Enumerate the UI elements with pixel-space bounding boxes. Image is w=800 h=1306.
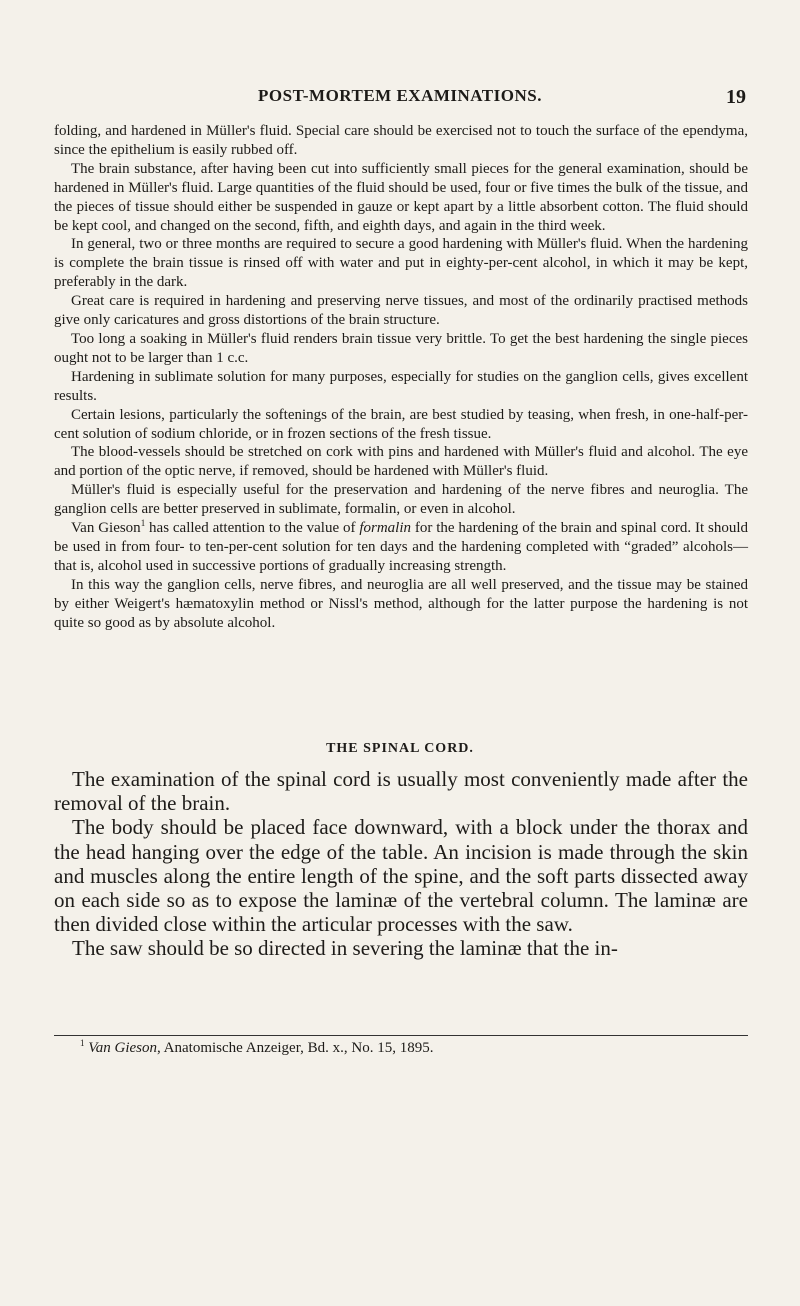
paragraph-sublimate: Hardening in sublimate solution for many purposes, especially for studies on the ganglion cells, gives excellent results.	[54, 368, 748, 404]
paragraph-nerve-fibres: Müller's fluid is especially useful for the preservation and hardening of the nerve fibres and neuroglia. The ganglion cells are better preserved in sublimate, formalin, or even in alcohol.	[54, 482, 748, 518]
paragraph-examination: The examination of the spinal cord is usually most conveniently made after the removal of the brain.	[54, 767, 748, 816]
paragraph-hardening-time: In general, two or three months are required to secure a good hardening with Müller's fluid. When the hardening is complete the brain tissue is rinsed off with water and put in eighty-per-cent alcohol, in which it may be kept, preferably in the dark.	[54, 236, 748, 291]
main-text-large	[54, 767, 748, 961]
footnote-author: Van Gieson	[88, 1040, 157, 1056]
paragraph-lesions: Certain lesions, particularly the softenings of the brain, are best studied by teasing, when fresh, in one-half-per-cent solution of sodium chloride, or in frozen sections of the fresh tissue.	[54, 406, 748, 442]
paragraph-saw: The saw should be so directed in severing the laminæ that the in-	[72, 936, 618, 961]
paragraph-body-placement: The body should be placed face downward, with a block under the thorax and the head hanging over the edge of the table. An incision is made through the skin and muscles along the entire length of the spine, and the soft parts dissected away on each side so as to expose the laminæ of the vertebral column. The laminæ are then divided close within the articular processes with the saw.	[54, 815, 748, 937]
main-text-small	[54, 122, 748, 632]
formalin-text-before: has called attention to the value of	[145, 520, 360, 537]
paragraph-nerve-tissues: Great care is required in hardening and preserving nerve tissues, and most of the ordinarily practised methods give only caricatures and gross distortions of the brain structure.	[54, 293, 748, 329]
footnote-reference[interactable]: 1	[140, 518, 146, 529]
formalin-term: formalin	[359, 520, 412, 537]
paragraph-staining: In this way the ganglion cells, nerve fibres, and neuroglia are all well preserved, and the tissue may be stained by either Weigert's hæmatoxylin method or Nissl's method, although for the latter purpose the hardening is not quite so good as by absolute alcohol.	[54, 576, 748, 631]
paragraph-continuation: folding, and hardened in Müller's fluid. Special care should be exercised not to touch the surface of the ependyma, since the epithelium is easily rubbed off.	[54, 123, 748, 158]
running-head: POST-MORTEM EXAMINATIONS.	[258, 86, 542, 105]
page-header	[0, 86, 800, 110]
formalin-text-after: for the hardening of the brain and spinal cord. It should be used in from four- to ten-per-cent solution for ten days and the hardening completed with “graded” alcohols—that is, alcohol used in successive portions of gradually increasing strength.	[54, 520, 748, 574]
author-name: Van Gieson	[71, 520, 141, 537]
footnote-divider	[54, 1035, 748, 1036]
footnote-mark: 1	[80, 1038, 85, 1048]
page-number: 19	[726, 86, 746, 108]
paragraph-soaking: Too long a soaking in Müller's fluid renders brain tissue very brittle. To get the best hardening the single pieces ought not to be larger than 1 c.c.	[54, 330, 748, 366]
footnote	[80, 1039, 740, 1057]
footnote-citation: , Anatomische Anzeiger, Bd. x., No. 15, 1895.	[157, 1040, 434, 1056]
paragraph-blood-vessels: The blood-vessels should be stretched on cork with pins and hardened with Müller's fluid and alcohol. The eye and portion of the optic nerve, if removed, should be hardened with Müller's fluid.	[54, 444, 748, 480]
paragraph-formalin	[54, 519, 748, 576]
paragraph-brain-substance: The brain substance, after having been cut into sufficiently small pieces for the general examination, should be hardened in Müller's fluid. Large quantities of the fluid should be used, four or five times the bulk of the tissue, and the pieces of tissue should either be suspended in gauze or kept apart by a little absorbent cotton. The fluid should be kept cool, and changed on the second, fifth, and eighth days, and again in the third week.	[54, 160, 748, 234]
section-heading: THE SPINAL CORD.	[326, 741, 474, 756]
